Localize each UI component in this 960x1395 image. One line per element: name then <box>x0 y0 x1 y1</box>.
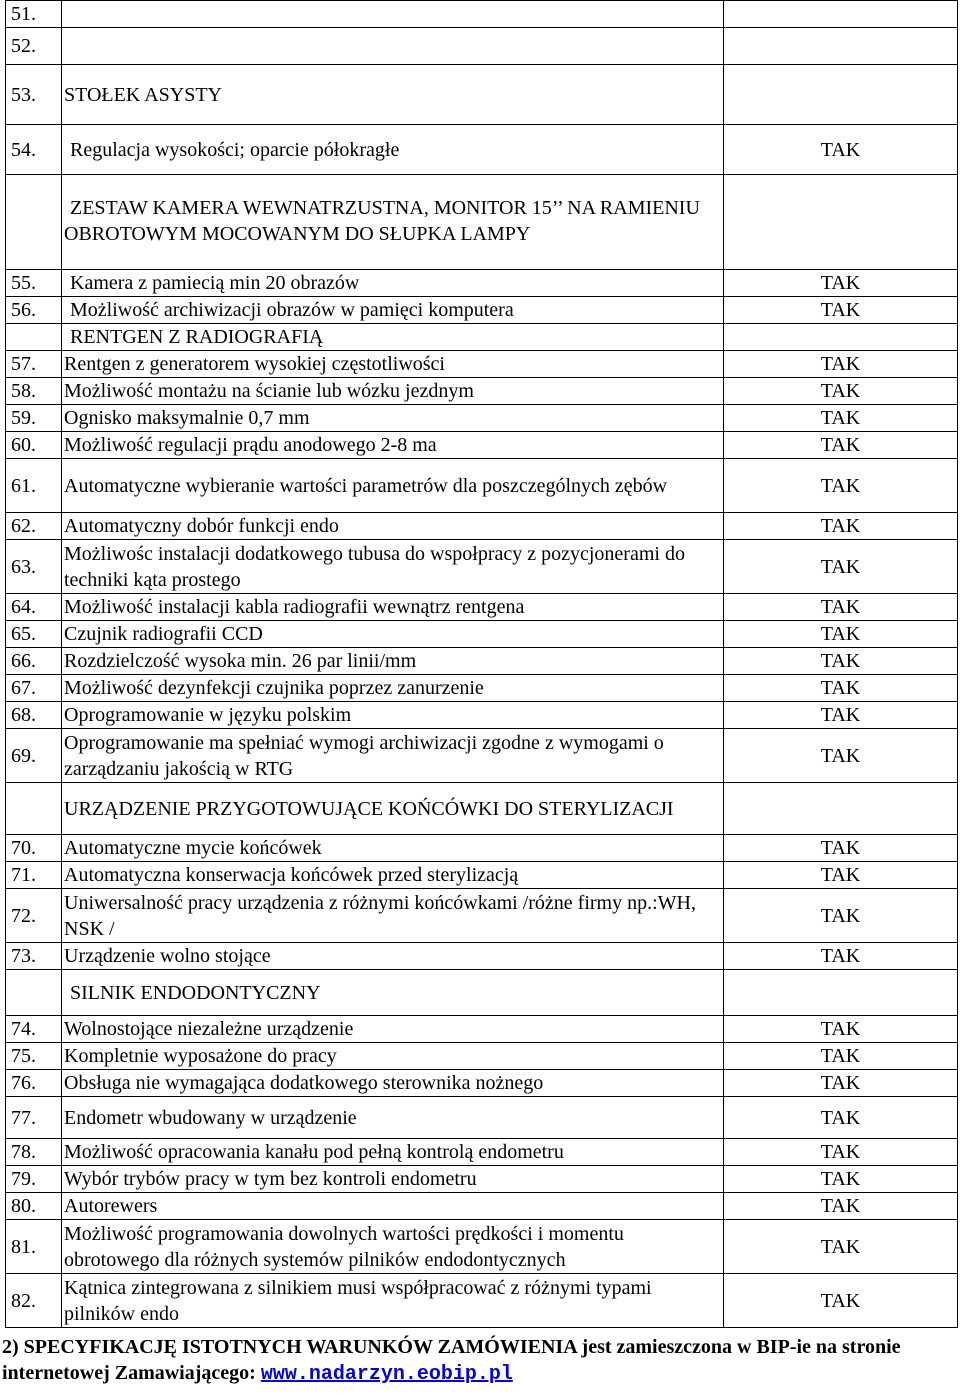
row-number: 74. <box>6 1016 62 1043</box>
row-description-text: Regulacja wysokości; oparcie półokragłe <box>70 138 400 161</box>
table-row <box>6 1139 958 1166</box>
row-value <box>724 324 958 351</box>
row-number: 69. <box>6 729 62 783</box>
table-row <box>6 65 958 125</box>
row-value <box>724 28 958 65</box>
row-number <box>6 175 62 270</box>
row-number: 72. <box>6 889 62 943</box>
row-value: TAK <box>724 1016 958 1043</box>
table-row <box>6 125 958 175</box>
table-row <box>6 1274 958 1328</box>
row-value: TAK <box>724 594 958 621</box>
row-value: TAK <box>724 621 958 648</box>
table-row <box>6 297 958 324</box>
row-number: 73. <box>6 943 62 970</box>
row-description <box>62 1 724 28</box>
row-value: TAK <box>724 297 958 324</box>
row-description: Automatyczne wybieranie wartości parametrów dla poszczególnych zębów <box>62 459 724 513</box>
row-description: Wybór trybów pracy w tym bez kontroli endometru <box>62 1166 724 1193</box>
row-number: 51. <box>6 1 62 28</box>
row-number <box>6 783 62 835</box>
row-value <box>724 65 958 125</box>
row-description: Możliwość dezynfekcji czujnika poprzez zanurzenie <box>62 675 724 702</box>
row-number: 76. <box>6 1070 62 1097</box>
row-value: TAK <box>724 540 958 594</box>
row-value: TAK <box>724 729 958 783</box>
table-row <box>6 594 958 621</box>
row-number: 67. <box>6 675 62 702</box>
row-value: TAK <box>724 378 958 405</box>
table-row <box>6 324 958 351</box>
table-row <box>6 1166 958 1193</box>
row-value: TAK <box>724 270 958 297</box>
row-description: Możliwość instalacji kabla radiografii wewnątrz rentgena <box>62 594 724 621</box>
row-number: 81. <box>6 1220 62 1274</box>
table-row <box>6 175 958 270</box>
row-description: Ognisko maksymalnie 0,7 mm <box>62 405 724 432</box>
row-description: Obsługa nie wymagająca dodatkowego sterownika nożnego <box>62 1070 724 1097</box>
row-description: Wolnostojące niezależne urządzenie <box>62 1016 724 1043</box>
row-description: Automatyczny dobór funkcji endo <box>62 513 724 540</box>
row-description: Urządzenie wolno stojące <box>62 943 724 970</box>
row-number: 64. <box>6 594 62 621</box>
footer-text: 2) SPECYFIKACJĘ ISTOTNYCH WARUNKÓW ZAMÓWIENIA jest zamieszczona w BIP-ie na stronie internetowej Zamawiającego: <box>2 1336 901 1384</box>
row-number: 68. <box>6 702 62 729</box>
row-number: 61. <box>6 459 62 513</box>
table-row <box>6 459 958 513</box>
row-description: Rentgen z generatorem wysokiej częstotliwości <box>62 351 724 378</box>
row-number: 55. <box>6 270 62 297</box>
table-row <box>6 729 958 783</box>
row-description: Automatyczne mycie końcówek <box>62 835 724 862</box>
row-value <box>724 970 958 1016</box>
table-row <box>6 1220 958 1274</box>
row-value: TAK <box>724 351 958 378</box>
row-number: 53. <box>6 65 62 125</box>
row-number: 77. <box>6 1097 62 1139</box>
row-value: TAK <box>724 1220 958 1274</box>
row-number: 59. <box>6 405 62 432</box>
table-row <box>6 351 958 378</box>
table-row <box>6 513 958 540</box>
row-number: 62. <box>6 513 62 540</box>
row-number: 66. <box>6 648 62 675</box>
row-description: Kątnica zintegrowana z silnikiem musi współpracować z różnymi typami pilników endo <box>62 1274 724 1328</box>
section-heading-text: SILNIK ENDODONTYCZNY <box>70 981 321 1004</box>
row-description: Oprogramowanie w języku polskim <box>62 702 724 729</box>
table-row <box>6 1016 958 1043</box>
row-description: Możliwość programowania dowolnych wartości prędkości i momentu obrotowego dla różnych systemów pilników endodontycznych <box>62 1220 724 1274</box>
table-row <box>6 889 958 943</box>
row-value: TAK <box>724 648 958 675</box>
row-description: Rozdzielczość wysoka min. 26 par linii/mm <box>62 648 724 675</box>
row-number: 78. <box>6 1139 62 1166</box>
table-row <box>6 970 958 1016</box>
row-value: TAK <box>724 1043 958 1070</box>
row-number: 70. <box>6 835 62 862</box>
section-heading <box>62 324 724 351</box>
row-value: TAK <box>724 405 958 432</box>
row-number: 63. <box>6 540 62 594</box>
section-heading-text: RENTGEN Z RADIOGRAFIĄ <box>70 326 324 348</box>
specification-table <box>5 0 958 1328</box>
table-row <box>6 1193 958 1220</box>
row-number: 54. <box>6 125 62 175</box>
row-value: TAK <box>724 125 958 175</box>
row-value <box>724 783 958 835</box>
table-row <box>6 1043 958 1070</box>
section-heading <box>62 175 724 270</box>
row-value: TAK <box>724 513 958 540</box>
row-number: 60. <box>6 432 62 459</box>
row-description: Oprogramowanie ma spełniać wymogi archiwizacji zgodne z wymogami o zarządzaniu jakością w RTG <box>62 729 724 783</box>
row-description <box>62 270 724 297</box>
table-row <box>6 405 958 432</box>
table-row <box>6 675 958 702</box>
section-heading-text: ZESTAW KAMERA WEWNATRZUSTNA, MONITOR 15’’ NA RAMIENIU OBROTOWYM MOCOWANYM DO SŁUPKA LAMPY <box>64 197 700 245</box>
row-value: TAK <box>724 432 958 459</box>
section-heading: STOŁEK ASYSTY <box>62 65 724 125</box>
row-number: 52. <box>6 28 62 65</box>
table-row <box>6 943 958 970</box>
footer-note <box>2 1334 958 1388</box>
row-description: Możliwość regulacji prądu anodowego 2-8 ma <box>62 432 724 459</box>
table-row <box>6 378 958 405</box>
row-number: 71. <box>6 862 62 889</box>
row-value: TAK <box>724 1274 958 1328</box>
row-number: 58. <box>6 378 62 405</box>
table-row <box>6 540 958 594</box>
row-description-text: Możliwość archiwizacji obrazów w pamięci komputera <box>70 299 514 321</box>
row-description <box>62 297 724 324</box>
table-row <box>6 1070 958 1097</box>
row-description-text: Kamera z pamiecią min 20 obrazów <box>70 272 360 294</box>
row-description: Możliwośc instalacji dodatkowego tubusa do wspołpracy z pozycjonerami do techniki kąta prostego <box>62 540 724 594</box>
table-row <box>6 621 958 648</box>
row-value <box>724 175 958 270</box>
row-description: Kompletnie wyposażone do pracy <box>62 1043 724 1070</box>
table-row <box>6 28 958 65</box>
table-row <box>6 270 958 297</box>
section-heading: URZĄDZENIE PRZYGOTOWUJĄCE KOŃCÓWKI DO STERYLIZACJI <box>62 783 724 835</box>
row-description <box>62 125 724 175</box>
row-number: 82. <box>6 1274 62 1328</box>
row-description: Możliwość montażu na ścianie lub wózku jezdnym <box>62 378 724 405</box>
row-number: 56. <box>6 297 62 324</box>
row-value <box>724 1 958 28</box>
row-description: Endometr wbudowany w urządzenie <box>62 1097 724 1139</box>
row-number <box>6 970 62 1016</box>
row-description <box>62 28 724 65</box>
row-value: TAK <box>724 835 958 862</box>
row-value: TAK <box>724 1193 958 1220</box>
row-number <box>6 324 62 351</box>
row-number: 79. <box>6 1166 62 1193</box>
table-row <box>6 783 958 835</box>
table-row <box>6 1097 958 1139</box>
table-row <box>6 702 958 729</box>
row-value: TAK <box>724 889 958 943</box>
row-value: TAK <box>724 943 958 970</box>
row-value: TAK <box>724 1139 958 1166</box>
row-description: Możliwość opracowania kanału pod pełną kontrolą endometru <box>62 1139 724 1166</box>
table-row <box>6 835 958 862</box>
row-description: Autorewers <box>62 1193 724 1220</box>
table-row <box>6 1 958 28</box>
row-value: TAK <box>724 862 958 889</box>
row-value: TAK <box>724 1166 958 1193</box>
section-heading <box>62 970 724 1016</box>
row-value: TAK <box>724 1070 958 1097</box>
row-description: Czujnik radiografii CCD <box>62 621 724 648</box>
row-number: 65. <box>6 621 62 648</box>
row-value: TAK <box>724 675 958 702</box>
row-number: 57. <box>6 351 62 378</box>
table-row <box>6 432 958 459</box>
table-row <box>6 648 958 675</box>
row-number: 80. <box>6 1193 62 1220</box>
row-description: Automatyczna konserwacja końcówek przed sterylizacją <box>62 862 724 889</box>
row-description: Uniwersalność pracy urządzenia z różnymi końcówkami /różne firmy np.:WH, NSK / <box>62 889 724 943</box>
row-value: TAK <box>724 702 958 729</box>
row-value: TAK <box>724 1097 958 1139</box>
website-link[interactable]: www.nadarzyn.eobip.pl <box>260 1363 513 1386</box>
row-number: 75. <box>6 1043 62 1070</box>
row-value: TAK <box>724 459 958 513</box>
table-row <box>6 862 958 889</box>
